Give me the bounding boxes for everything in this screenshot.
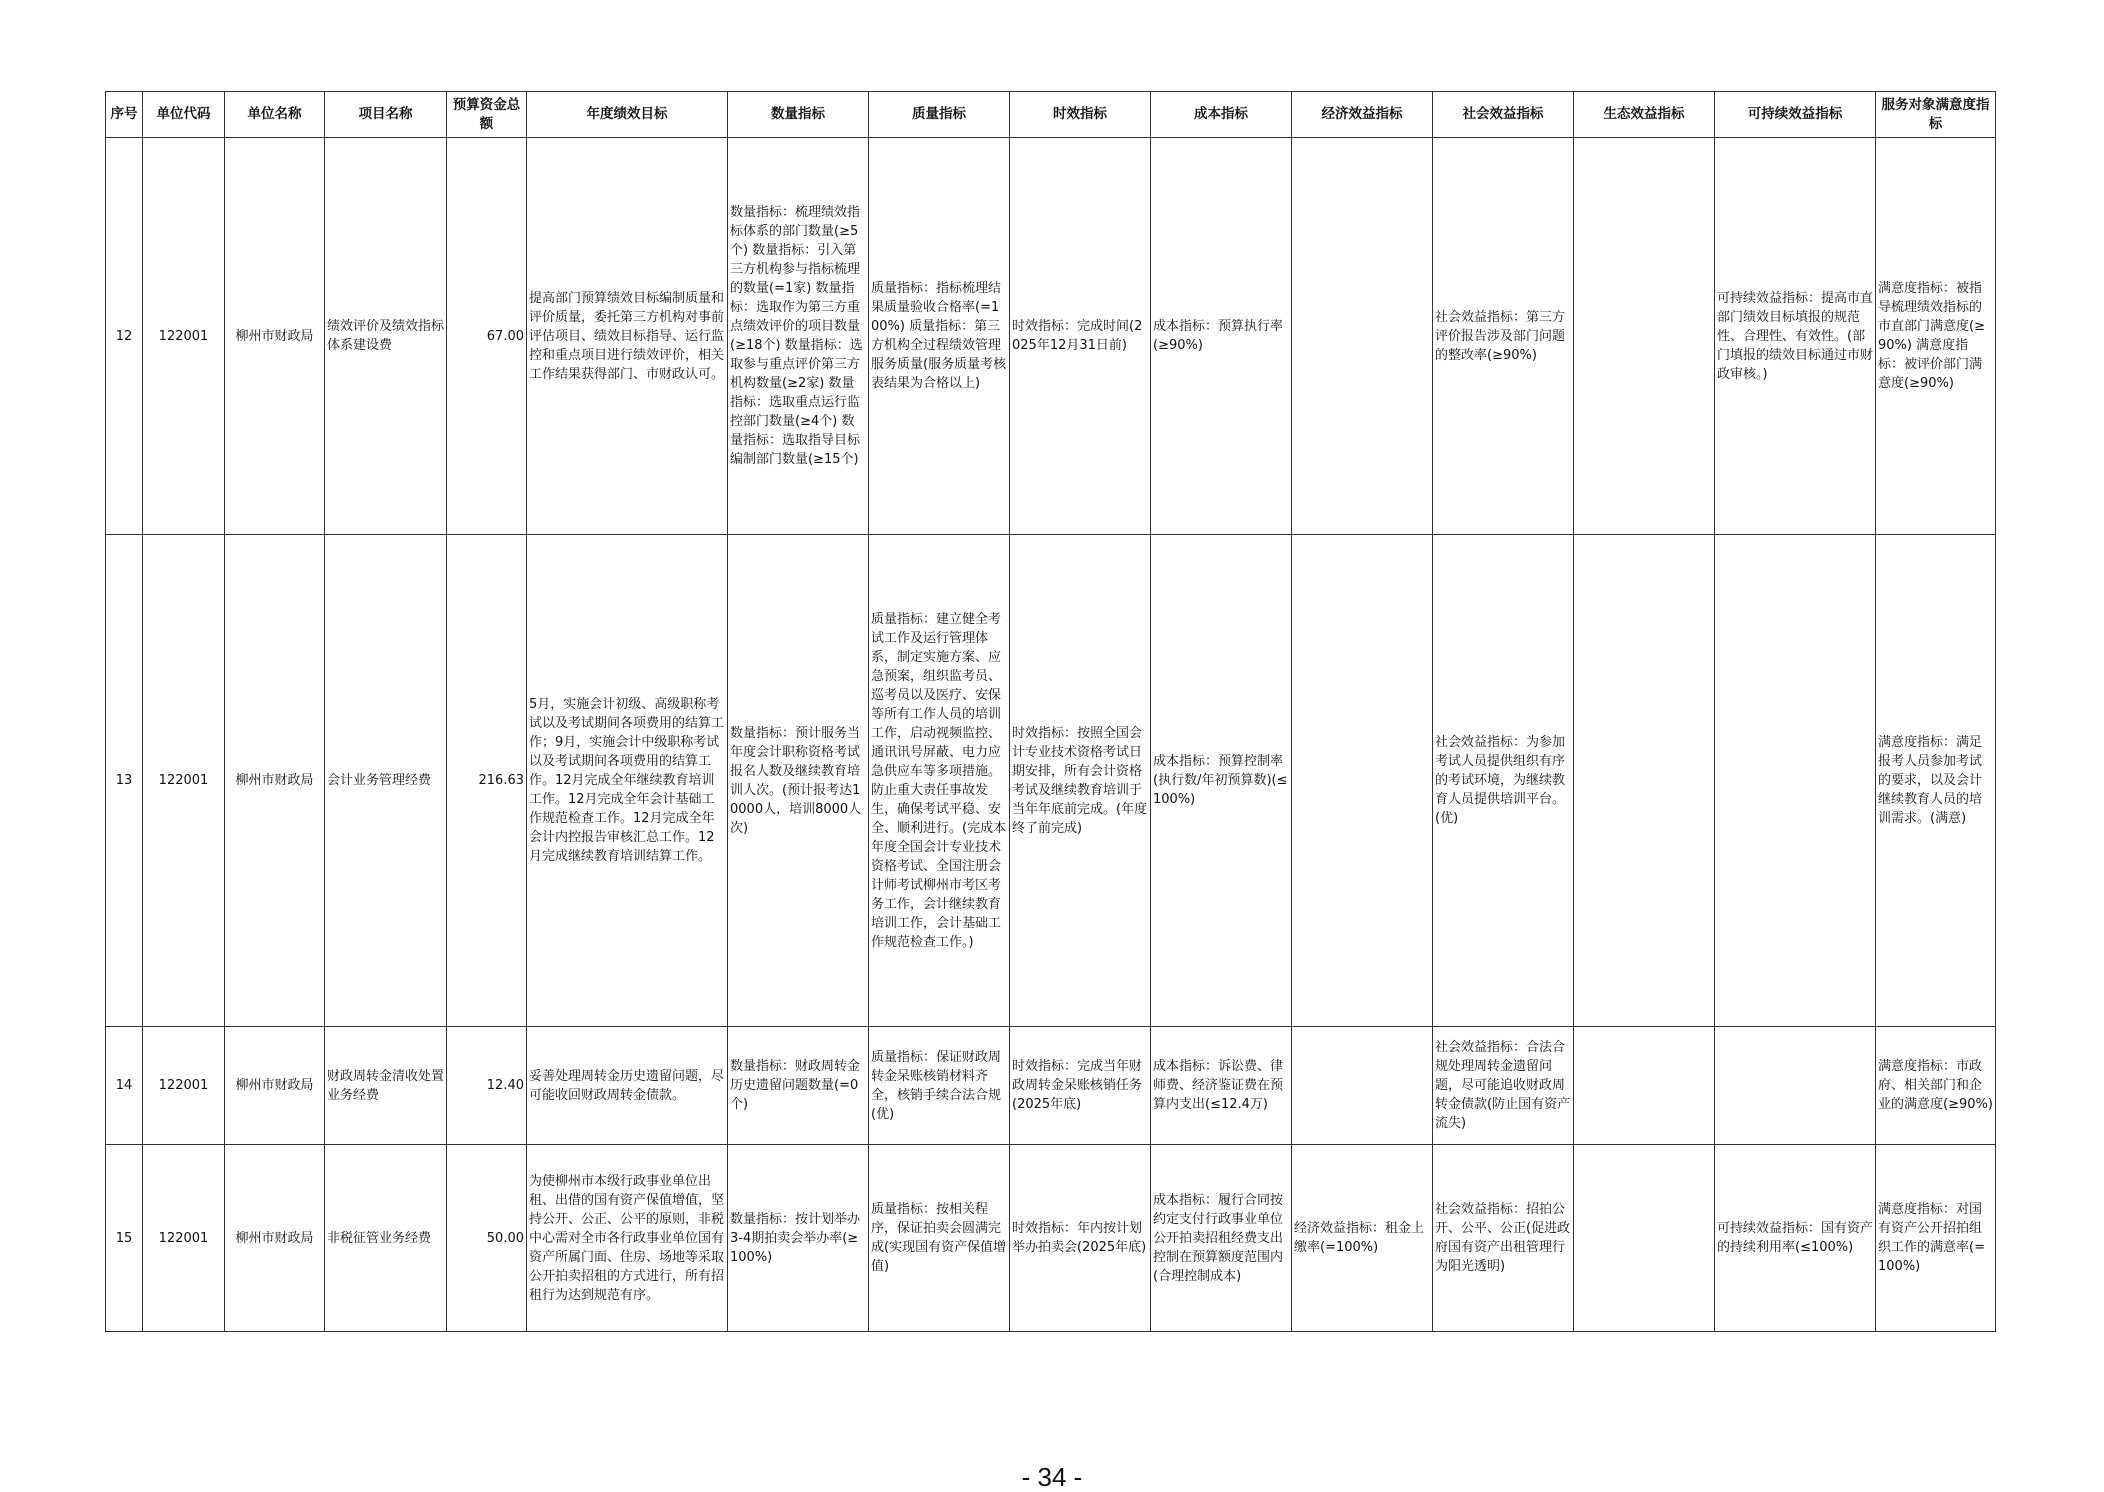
budget-cell: 67.00 xyxy=(447,138,527,535)
ecological-cell xyxy=(1574,1145,1715,1332)
ecological-cell xyxy=(1574,1027,1715,1145)
timeliness-cell: 时效指标：按照全国会计专业技术资格考试日期安排，所有会计资格考试及继续教育培训于当年年底前完成。(年度终了前完成) xyxy=(1010,535,1151,1027)
quantity-cell: 数量指标：预计服务当年度会计职称资格考试报名人数及继续教育培训人次。(预计报考达10000人，培训8000人次) xyxy=(728,535,869,1027)
cost-cell: 成本指标：预算控制率(执行数/年初预算数)(≤100%) xyxy=(1151,535,1292,1027)
unit-code-cell: 122001 xyxy=(143,138,225,535)
seq-cell: 14 xyxy=(106,1027,143,1145)
ecological-cell xyxy=(1574,535,1715,1027)
seq-cell: 13 xyxy=(106,535,143,1027)
quality-cell: 质量指标：建立健全考试工作及运行管理体系，制定实施方案、应急预案，组织监考员、巡考员以及医疗、安保等所有工作人员的培训工作，启动视频监控、通讯讯号屏蔽、电力应急供应车等多项措施。防止重大责任事故发生，确保考试平稳、安全、顺利进行。(完成本年度全国会计专业技术资格考试、全国注册会计师考试柳州市考区考务工作，会计继续教育培训工作，会计基础工作规范检查工作。) xyxy=(869,535,1010,1027)
sustainable-cell: 可持续效益指标：提高市直部门绩效目标填报的规范性、合理性、有效性。(部门填报的绩效目标通过市财政审核。) xyxy=(1715,138,1876,535)
cost-cell: 成本指标：履行合同按约定支付行政事业单位公开拍卖招租经费支出控制在预算额度范围内(合理控制成本) xyxy=(1151,1145,1292,1332)
performance-table xyxy=(105,91,1996,1332)
seq-cell: 12 xyxy=(106,138,143,535)
unit-code-cell: 122001 xyxy=(143,535,225,1027)
quantity-cell: 数量指标：财政周转金历史遗留问题数量(=0个) xyxy=(728,1027,869,1145)
sustainable-cell xyxy=(1715,1027,1876,1145)
quality-cell: 质量指标：指标梳理结果质量验收合格率(=100%) 质量指标：第三方机构全过程绩效管理服务质量(服务质量考核表结果为合格以上) xyxy=(869,138,1010,535)
satisfaction-cell: 满意度指标：满足报考人员参加考试的要求，以及会计继续教育人员的培训需求。(满意) xyxy=(1876,535,1996,1027)
header-cell: 预算资金总额 xyxy=(447,92,527,138)
page-number: - 34 - xyxy=(1021,1462,1083,1492)
unit-code-cell: 122001 xyxy=(143,1027,225,1145)
quantity-cell: 数量指标：梳理绩效指标体系的部门数量(≥5个) 数量指标：引入第三方机构参与指标梳理的数量(=1家) 数量指标：选取作为第三方重点绩效评价的项目数量(≥18个) 数量指标：选取参与重点评价第三方机构数量(≥2家) 数量指标：选取重点运行监控部门数量(≥4个) 数量指标：选取指导目标编制部门数量(≥15个) xyxy=(728,138,869,535)
satisfaction-cell: 满意度指标：对国有资产公开招拍组织工作的满意率(=100%) xyxy=(1876,1145,1996,1332)
goal-cell: 提高部门预算绩效目标编制质量和评价质量，委托第三方机构对事前评估项目、绩效目标指导、运行监控和重点项目进行绩效评价，相关工作结果获得部门、市财政认可。 xyxy=(527,138,728,535)
header-cell: 服务对象满意度指标 xyxy=(1876,92,1996,138)
header-cell: 生态效益指标 xyxy=(1574,92,1715,138)
header-cell: 单位代码 xyxy=(143,92,225,138)
economic-cell xyxy=(1292,535,1433,1027)
budget-cell: 50.00 xyxy=(447,1145,527,1332)
goal-cell: 5月，实施会计初级、高级职称考试以及考试期间各项费用的结算工作；9月，实施会计中级职称考试以及考试期间各项费用的结算工作。12月完成全年继续教育培训工作。12月完成全年会计基础工作规范检查工作。12月完成全年会计内控报告审核汇总工作。12月完成继续教育培训结算工作。 xyxy=(527,535,728,1027)
project-name-cell: 非税征管业务经费 xyxy=(325,1145,447,1332)
satisfaction-cell: 满意度指标：被指导梳理绩效指标的市直部门满意度(≥90%) 满意度指标：被评价部门满意度(≥90%) xyxy=(1876,138,1996,535)
budget-performance-sheet xyxy=(105,91,1996,1332)
header-cell: 成本指标 xyxy=(1151,92,1292,138)
unit-name-cell: 柳州市财政局 xyxy=(225,138,325,535)
unit-name-cell: 柳州市财政局 xyxy=(225,1027,325,1145)
header-cell: 社会效益指标 xyxy=(1433,92,1574,138)
satisfaction-cell: 满意度指标：市政府、相关部门和企业的满意度(≥90%) xyxy=(1876,1027,1996,1145)
social-cell: 社会效益指标：合法合规处理周转金遗留问题，尽可能追收财政周转金债款(防止国有资产流失) xyxy=(1433,1027,1574,1145)
quality-cell: 质量指标：按相关程序，保证拍卖会圆满完成(实现国有资产保值增值) xyxy=(869,1145,1010,1332)
quality-cell: 质量指标：保证财政周转金呆账核销材料齐全，核销手续合法合规(优) xyxy=(869,1027,1010,1145)
timeliness-cell: 时效指标：完成时间(2025年12月31日前) xyxy=(1010,138,1151,535)
project-name-cell: 绩效评价及绩效指标体系建设费 xyxy=(325,138,447,535)
goal-cell: 为使柳州市本级行政事业单位出租、出借的国有资产保值增值，坚持公开、公正、公平的原则，非税中心需对全市各行政事业单位国有资产所属门面、住房、场地等采取公开拍卖招租的方式进行，所有招租行为达到规范有序。 xyxy=(527,1145,728,1332)
header-cell: 项目名称 xyxy=(325,92,447,138)
ecological-cell xyxy=(1574,138,1715,535)
header-cell: 可持续效益指标 xyxy=(1715,92,1876,138)
economic-cell xyxy=(1292,1027,1433,1145)
budget-cell: 12.40 xyxy=(447,1027,527,1145)
header-cell: 年度绩效目标 xyxy=(527,92,728,138)
sustainable-cell xyxy=(1715,535,1876,1027)
cost-cell: 成本指标：诉讼费、律师费、经济鉴证费在预算内支出(≤12.4万) xyxy=(1151,1027,1292,1145)
table-row xyxy=(106,535,1996,1027)
header-cell: 经济效益指标 xyxy=(1292,92,1433,138)
quantity-cell: 数量指标：按计划举办3-4期拍卖会举办率(≥100%) xyxy=(728,1145,869,1332)
social-cell: 社会效益指标：招拍公开、公平、公正(促进政府国有资产出租管理行为阳光透明) xyxy=(1433,1145,1574,1332)
cost-cell: 成本指标：预算执行率(≥90%) xyxy=(1151,138,1292,535)
social-cell: 社会效益指标：为参加考试人员提供组织有序的考试环境，为继续教育人员提供培训平台。(优) xyxy=(1433,535,1574,1027)
budget-cell: 216.63 xyxy=(447,535,527,1027)
economic-cell xyxy=(1292,138,1433,535)
header-cell: 质量指标 xyxy=(869,92,1010,138)
table-row xyxy=(106,138,1996,535)
header-row xyxy=(106,92,1996,138)
header-cell: 时效指标 xyxy=(1010,92,1151,138)
project-name-cell: 财政周转金清收处置业务经费 xyxy=(325,1027,447,1145)
social-cell: 社会效益指标：第三方评价报告涉及部门问题的整改率(≥90%) xyxy=(1433,138,1574,535)
table-row xyxy=(106,1027,1996,1145)
header-cell: 单位名称 xyxy=(225,92,325,138)
timeliness-cell: 时效指标：年内按计划举办拍卖会(2025年底) xyxy=(1010,1145,1151,1332)
table-row xyxy=(106,1145,1996,1332)
economic-cell: 经济效益指标：租金上缴率(=100%) xyxy=(1292,1145,1433,1332)
sustainable-cell: 可持续效益指标：国有资产的持续利用率(≤100%) xyxy=(1715,1145,1876,1332)
unit-name-cell: 柳州市财政局 xyxy=(225,535,325,1027)
header-cell: 序号 xyxy=(106,92,143,138)
goal-cell: 妥善处理周转金历史遗留问题，尽可能收回财政周转金债款。 xyxy=(527,1027,728,1145)
timeliness-cell: 时效指标：完成当年财政周转金呆账核销任务(2025年底) xyxy=(1010,1027,1151,1145)
header-cell: 数量指标 xyxy=(728,92,869,138)
project-name-cell: 会计业务管理经费 xyxy=(325,535,447,1027)
seq-cell: 15 xyxy=(106,1145,143,1332)
unit-name-cell: 柳州市财政局 xyxy=(225,1145,325,1332)
unit-code-cell: 122001 xyxy=(143,1145,225,1332)
